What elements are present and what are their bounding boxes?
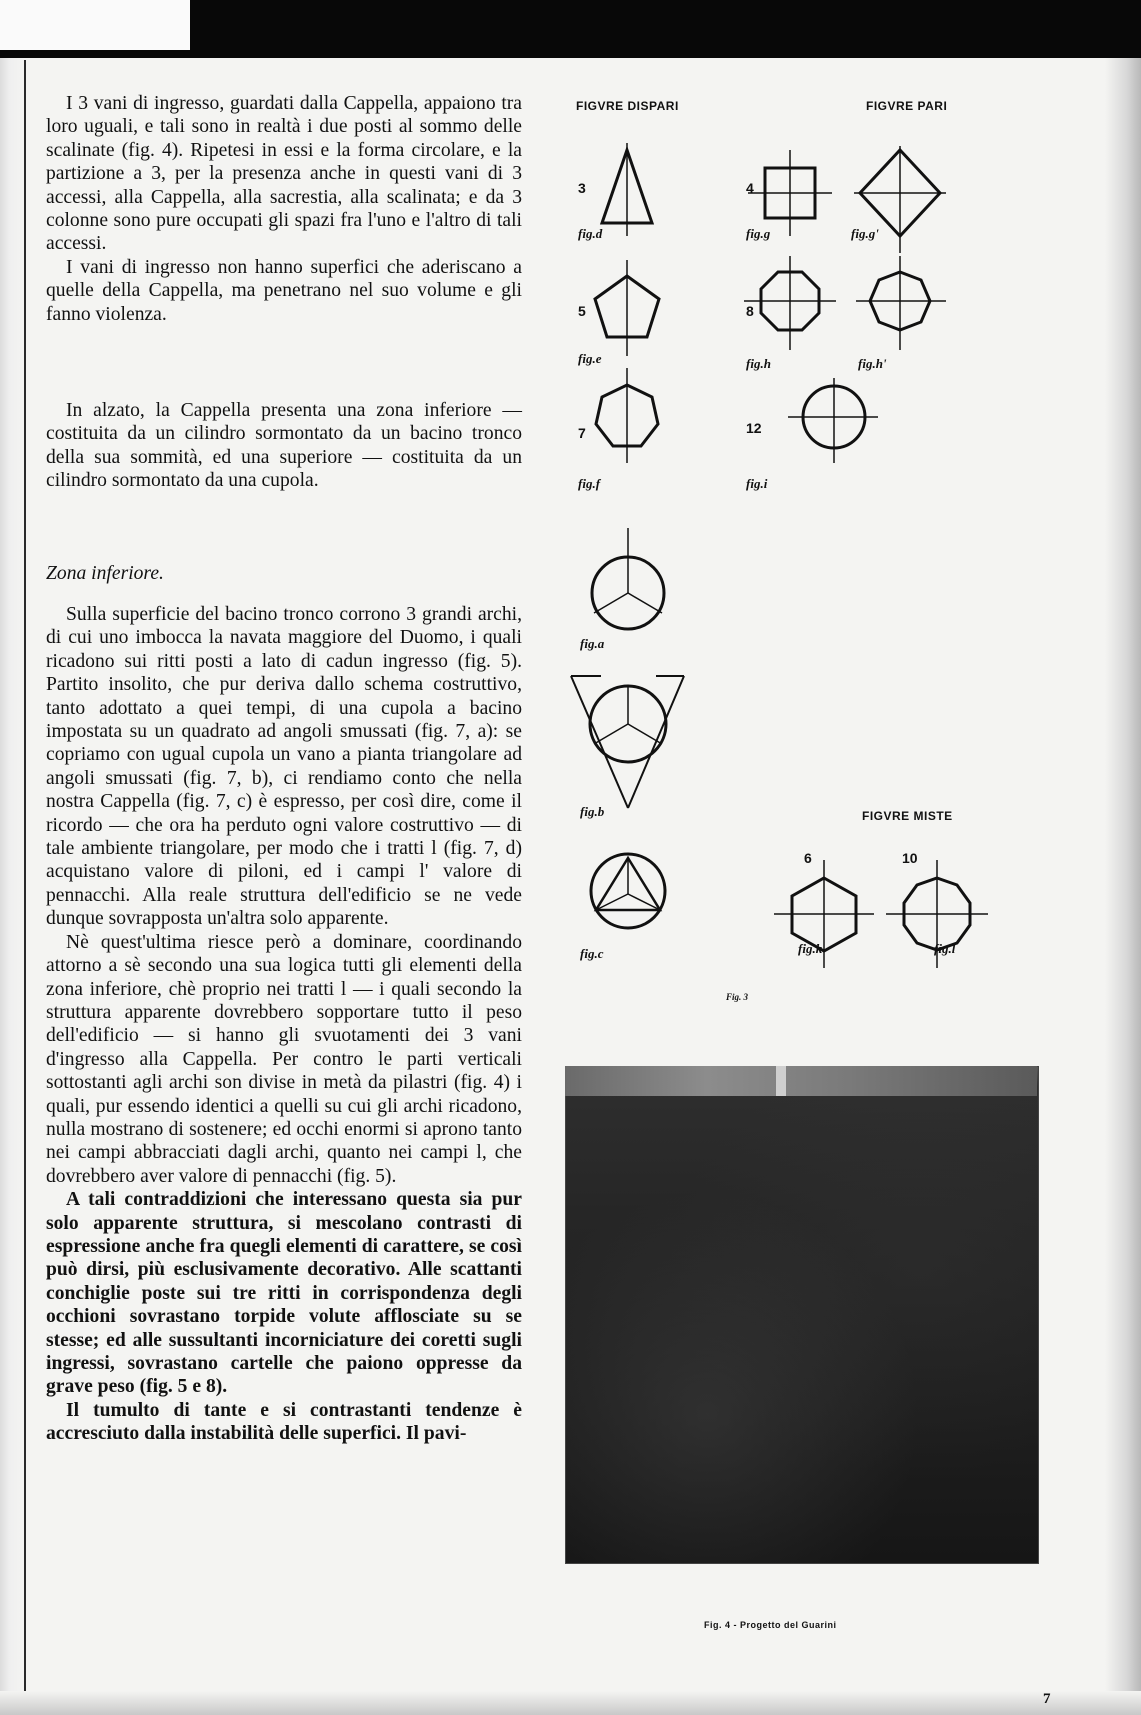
- number-12: 12: [746, 420, 762, 436]
- photo-progetto-guarini: [565, 1066, 1039, 1564]
- tag-fig-h: fig.h: [746, 356, 771, 371]
- number-5: 5: [578, 303, 586, 319]
- tag-fig-i: fig.i: [746, 476, 768, 491]
- pentagon-figure: [595, 260, 659, 356]
- tag-fig-h-prime: fig.h': [858, 356, 887, 371]
- label-figure-dispari: FIGVRE DISPARI: [576, 99, 679, 113]
- tag-fig-c: fig.c: [580, 946, 604, 961]
- paragraph-superfici: I vani di ingresso non hanno superfici che aderiscano a quelle della Cappella, ma penetrano nel suo volume e gli fanno violenza.: [46, 256, 522, 325]
- paragraph-vani-ingresso: I 3 vani di ingresso, guardati dalla Cappella, appaiono tra loro uguali, e tali sono in realtà i due posti al sommo delle scalinate (fig. 4). Ripetesi in essi e la forma circolare, e la partizione a 3, per la presenza anche in questi vani di 3 accessi, alla Cappella, alla sacrestia, alla scalinata; e da 3 colonne sono pure occupati gli spazi fra l'uno e l'altro di tali accessi.: [46, 93, 522, 255]
- number-6: 6: [804, 850, 812, 866]
- bottom-page-edge: [0, 1691, 1141, 1715]
- paragraph-tumulto: Il tumulto di tante e si contrastanti tendenze è accresciuto dalla instabilità delle superfici. Il pavi-: [46, 1399, 522, 1445]
- label-figure-miste: FIGVRE MISTE: [862, 809, 953, 823]
- paragraph-contraddizioni: A tali contraddizioni che interessano questa sia pur solo apparente struttura, si mescolano contrasti di espressione anche fra quegli elementi di carattere, se così può dirsi, più esclusivamente decorativo. Alle scattanti conchiglie poste sui tre ritti in corrispondenza degli occhioni sovrastano torpide volute afflosciate su se stesse; ed alle sussultanti incorniciature dei coretti sugli ingressi, sovrastano cartelle che paiono oppresse da grave peso (fig. 5 e 8).: [46, 1189, 522, 1398]
- page-number: 7: [1043, 1691, 1051, 1707]
- octagon-rotated-figure: [856, 256, 946, 350]
- top-border-notch: [0, 0, 190, 50]
- photo-post: [776, 1066, 786, 1096]
- hexagon-figure: [774, 860, 874, 968]
- tag-fig-d: fig.d: [578, 226, 603, 241]
- photo-top-edge: [565, 1066, 1037, 1096]
- number-7: 7: [578, 425, 586, 441]
- right-page-edge: [1105, 58, 1141, 1715]
- number-10: 10: [902, 850, 918, 866]
- text-block-alzato: [46, 399, 522, 493]
- tag-fig-f: fig.f: [578, 476, 601, 491]
- photo-caption: Fig. 4 - Progetto del Guarini: [704, 1620, 837, 1630]
- tag-fig-l: fig.l: [934, 941, 956, 956]
- heptagon-figure: [596, 368, 658, 463]
- text-block-zona-inferiore: [46, 603, 522, 1446]
- tag-fig-k: fig.k: [798, 941, 823, 956]
- left-page-edge: [0, 58, 24, 1715]
- tag-fig-a: fig.a: [580, 636, 605, 651]
- label-figure-pari: FIGVRE PARI: [866, 99, 948, 113]
- square-figure: [748, 150, 832, 236]
- paragraph-alzato: In alzato, la Cappella presenta una zona inferiore — costituita da un cilindro sormontato da un bacino tronco della sua sommità, ed una superiore — costituita da un cilindro sormontato da una cupola.: [46, 400, 522, 492]
- fig7a-figure: [592, 528, 664, 629]
- triangle-figure: [602, 143, 652, 236]
- section-heading-zona-inferiore: Zona inferiore.: [46, 563, 164, 584]
- number-4: 4: [746, 180, 754, 196]
- tag-fig-g-prime: fig.g': [851, 226, 879, 241]
- fig7c-figure: [591, 854, 665, 928]
- fig7b-figure: [571, 676, 684, 808]
- text-block-vani: [46, 92, 522, 326]
- paragraph-struttura-apparente: Nè quest'ultima riesce però a dominare, coordinando attorno a sè secondo una sua logica tutti gli elementi della zona inferiore, chè proprio nei tratti l — i quali secondo la struttura apparente dovrebbero sopportare tutto il peso dell'edificio — si hanno gli svuotamenti dei 3 vani d'ingresso alla Cappella. Per contro le parti verticali sottostanti agli archi son divise in metà da pilastri (fig. 4) i quali, pur essendo identici a quelli su cui gli archi ricadono, nulla mostrano di sostenere; ed occhi enormi si aprono tanto nei campi abbracciati dagli archi, quanto nei campi l, che dovrebbero aver valore di pennacchi (fig. 5).: [46, 931, 522, 1187]
- tag-fig-e: fig.e: [578, 351, 602, 366]
- dodecagon-figure: [788, 378, 878, 463]
- number-3: 3: [578, 180, 586, 196]
- tag-fig-g: fig.g: [746, 226, 771, 241]
- number-8: 8: [746, 303, 754, 319]
- figure-caption-fig3: Fig. 3: [726, 992, 749, 1002]
- left-margin-line: [24, 60, 26, 1700]
- geometric-figures-diagram: [566, 88, 1046, 1023]
- octagon-figure: [744, 256, 836, 350]
- tag-fig-b: fig.b: [580, 804, 605, 819]
- paragraph-archi: Sulla superficie del bacino tronco corrono 3 grandi archi, di cui uno imbocca la navata maggiore del Duomo, i quali ricadono sui ritti posti a lato di cadun ingresso (fig. 5). Partito insolito, che pur deriva dallo schema costruttivo, tanto adottato a quei tempi, di una cupola a bacino impostata su un quadrato ad angoli smussati (fig. 7, a): se copriamo con ugual cupola un vano a pianta triangolare ad angoli smussati (fig. 7, b), ci rendiamo conto che nella nostra Cappella (fig. 7, c) è espresso, per così dire, come il ricordo — che ora ha perduto ogni valore costruttivo — di tale ambiente triangolare, per modo che i tratti l (fig. 7, d) acquistano valore di piloni, ed i campi l' valore di pennacchi. Alla reale struttura dell'edificio se ne vede dunque sovrapposta un'altra solo apparente.: [46, 604, 522, 930]
